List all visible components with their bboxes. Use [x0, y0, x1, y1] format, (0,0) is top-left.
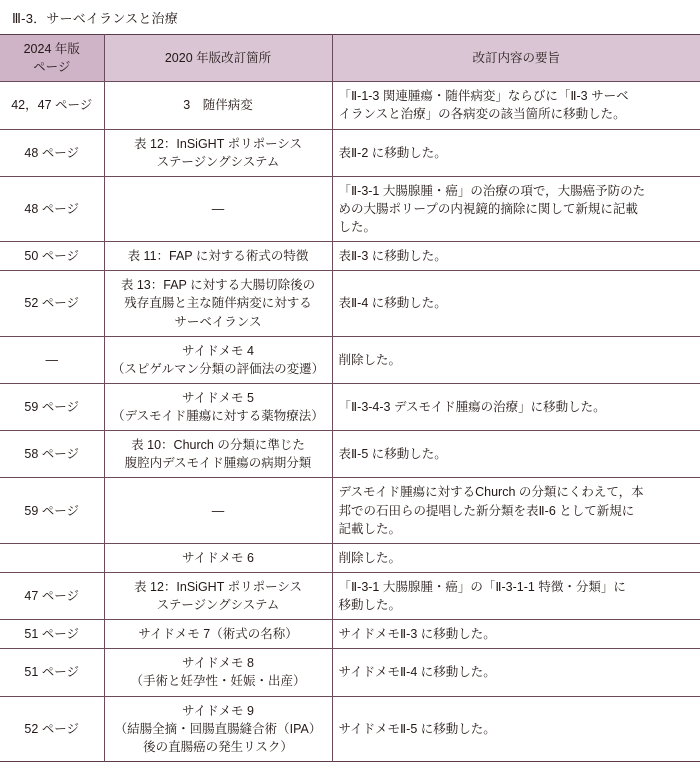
revision-table	[0, 34, 700, 762]
cell-page: 52 ページ	[0, 271, 104, 336]
cell-location: ―	[104, 176, 332, 241]
cell-page: 50 ページ	[0, 242, 104, 271]
page-title: Ⅲ-3．サーベイランスと治療	[12, 11, 178, 26]
table-row	[0, 129, 700, 176]
cell-location: サイドメモ 6	[104, 543, 332, 572]
column-header-location: 2020 年版改訂箇所	[104, 35, 332, 82]
cell-location: サイドメモ 9 （結腸全摘・回腸直腸縫合術（IPA） 後の直腸癌の発生リスク）	[104, 696, 332, 761]
table-row	[0, 478, 700, 543]
cell-summary: 「Ⅱ-3-4-3 デスモイド腫瘍の治療」に移動した。	[332, 383, 700, 430]
cell-page: 59 ページ	[0, 383, 104, 430]
cell-page: 51 ページ	[0, 649, 104, 696]
table-row	[0, 383, 700, 430]
cell-summary: サイドメモⅡ-5 に移動した。	[332, 696, 700, 761]
column-header-summary: 改訂内容の要旨	[332, 35, 700, 82]
cell-page	[0, 543, 104, 572]
cell-location: サイドメモ 4 （スピゲルマン分類の評価法の変遷）	[104, 336, 332, 383]
cell-location: 3 随伴病変	[104, 82, 332, 129]
table-row	[0, 572, 700, 619]
table-row	[0, 696, 700, 761]
table-row	[0, 336, 700, 383]
cell-location: ―	[104, 478, 332, 543]
cell-summary: 「Ⅱ-3-1 大腸腺腫・癌」の「Ⅱ-3-1-1 特徴・分類」に 移動した。	[332, 572, 700, 619]
cell-page: 42，47 ページ	[0, 82, 104, 129]
cell-location: 表 11：FAP に対する術式の特徴	[104, 242, 332, 271]
cell-summary: サイドメモⅡ-4 に移動した。	[332, 649, 700, 696]
cell-location: サイドメモ 7（術式の名称）	[104, 620, 332, 649]
table-row	[0, 242, 700, 271]
table-row	[0, 620, 700, 649]
table-header-row	[0, 35, 700, 82]
cell-summary: 「Ⅱ-3-1 大腸腺腫・癌」の治療の項で，大腸癌予防のた めの大腸ポリープの内視鏡的摘除に関して新規に記載 した。	[332, 176, 700, 241]
table-row	[0, 649, 700, 696]
table-header	[0, 35, 700, 82]
table-row	[0, 82, 700, 129]
cell-location: サイドメモ 8 （手術と妊孕性・妊娠・出産）	[104, 649, 332, 696]
cell-summary: 表Ⅱ-5 に移動した。	[332, 431, 700, 478]
cell-summary: デスモイド腫瘍に対するChurch の分類にくわえて，本 邦での石田らの提唱した新分類を表Ⅱ-6 として新規に 記載した。	[332, 478, 700, 543]
cell-location: サイドメモ 5 （デスモイド腫瘍に対する薬物療法）	[104, 383, 332, 430]
cell-location: 表 10：Church の分類に準じた 腹腔内デスモイド腫瘍の病期分類	[104, 431, 332, 478]
cell-summary: サイドメモⅡ-3 に移動した。	[332, 620, 700, 649]
cell-location: 表 13：FAP に対する大腸切除後の 残存直腸と主な随伴病変に対する サーベイランス	[104, 271, 332, 336]
column-header-page: 2024 年版 ページ	[0, 35, 104, 82]
table-row	[0, 271, 700, 336]
cell-page: 47 ページ	[0, 572, 104, 619]
cell-page: 58 ページ	[0, 431, 104, 478]
table-row	[0, 431, 700, 478]
cell-summary: 表Ⅱ-4 に移動した。	[332, 271, 700, 336]
table-row	[0, 543, 700, 572]
cell-page: 52 ページ	[0, 696, 104, 761]
cell-page: ―	[0, 336, 104, 383]
table-body	[0, 82, 700, 762]
cell-summary: 「Ⅱ-1-3 関連腫瘍・随伴病変」ならびに「Ⅱ-3 サーベ イランスと治療」の各病変の該当箇所に移動した。	[332, 82, 700, 129]
table-row	[0, 176, 700, 241]
cell-summary: 表Ⅱ-2 に移動した。	[332, 129, 700, 176]
cell-location: 表 12：InSiGHT ポリポーシス ステージングシステム	[104, 129, 332, 176]
cell-page: 48 ページ	[0, 129, 104, 176]
cell-page: 59 ページ	[0, 478, 104, 543]
cell-summary: 削除した。	[332, 336, 700, 383]
cell-page: 51 ページ	[0, 620, 104, 649]
cell-summary: 削除した。	[332, 543, 700, 572]
cell-page: 48 ページ	[0, 176, 104, 241]
cell-summary: 表Ⅱ-3 に移動した。	[332, 242, 700, 271]
cell-location: 表 12：InSiGHT ポリポーシス ステージングシステム	[104, 572, 332, 619]
